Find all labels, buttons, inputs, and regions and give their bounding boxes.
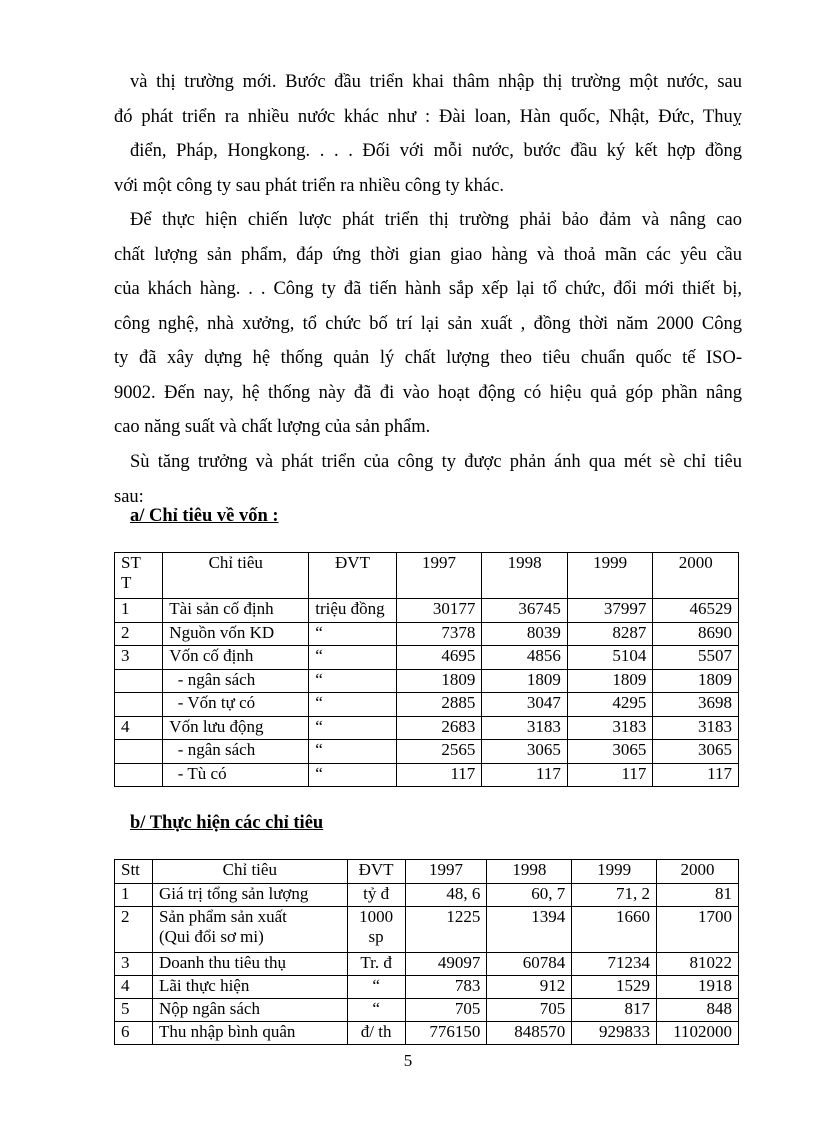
cell-1999: 929833 <box>572 1022 657 1045</box>
cell-stt: 1 <box>115 599 163 623</box>
cell-1998: 4856 <box>482 646 568 670</box>
cell-1997: 2885 <box>396 693 482 717</box>
cell-1998: 1394 <box>487 907 572 953</box>
cell-indicator: Nguồn vốn KD <box>163 622 309 646</box>
performance-table <box>114 859 739 1045</box>
cell-1999: 1660 <box>572 907 657 953</box>
text-line: ty đã xây dựng hệ thống quản lý chất lượng theo tiêu chuẩn quốc tế ISO- <box>114 348 742 368</box>
cell-1999: 71, 2 <box>572 884 657 907</box>
cell-stt <box>115 693 163 717</box>
table-row <box>115 622 739 646</box>
cell-1997: 117 <box>396 763 482 787</box>
cell-indicator: Nộp ngân sách <box>152 999 347 1022</box>
cell-1999: 71234 <box>572 953 657 976</box>
table-row <box>115 740 739 764</box>
text-line: và thị trường mới. Bước đầu triển khai thâm nhập thị trường một nước, sau <box>130 72 742 92</box>
text-line: Sù tăng trưởng và phát triển của công ty được phản ánh qua mét sè chỉ tiêu <box>130 452 742 472</box>
cell-stt: 3 <box>115 953 153 976</box>
cell-stt <box>115 763 163 787</box>
paragraph-2 <box>114 203 742 445</box>
cell-unit: tỷ đ <box>347 884 405 907</box>
cell-2000: 1809 <box>653 669 739 693</box>
cell-1998: 60784 <box>487 953 572 976</box>
cell-2000: 46529 <box>653 599 739 623</box>
col-header-1999: 1999 <box>572 860 657 884</box>
table-row <box>115 976 739 999</box>
text-line: 9002. Đến nay, hệ thống này đã đi vào hoạt động có hiệu quả góp phần nâng <box>114 382 742 403</box>
cell-stt: 2 <box>115 622 163 646</box>
cell-2000: 1918 <box>657 976 739 999</box>
cell-indicator: Tài sản cố định <box>163 599 309 623</box>
cell-2000: 3065 <box>653 740 739 764</box>
cell-1997: 2565 <box>396 740 482 764</box>
col-header-stt: Stt <box>115 860 153 884</box>
cell-1999: 37997 <box>567 599 653 623</box>
cell-1997: 2683 <box>396 716 482 740</box>
text-line: của khách hàng. . . Công ty đã tiến hành sắp xếp lại tổ chức, đổi mới thiết bị, <box>114 279 742 299</box>
cell-unit: “ <box>347 976 405 999</box>
cell-1998: 3065 <box>482 740 568 764</box>
text-line: Để thực hiện chiến lược phát triển thị trường phải bảo đảm và nâng cao <box>130 210 742 230</box>
cell-1999: 1809 <box>567 669 653 693</box>
section-b-heading: b/ Thực hiện các chỉ tiêu <box>130 813 324 833</box>
col-header-indicator: Chỉ tiêu <box>152 860 347 884</box>
cell-1999: 5104 <box>567 646 653 670</box>
table-row <box>115 999 739 1022</box>
table-row <box>115 907 739 953</box>
text-line: với một công ty sau phát triển ra nhiều công ty khác. <box>114 175 504 196</box>
cell-1998: 117 <box>482 763 568 787</box>
cell-1999: 4295 <box>567 693 653 717</box>
cell-indicator: Sản phẩm sản xuất (Qui đổi sơ mi) <box>152 907 347 953</box>
paragraph-1 <box>114 65 742 203</box>
col-header-2000: 2000 <box>657 860 739 884</box>
cell-1997: 30177 <box>396 599 482 623</box>
cell-indicator: Lãi thực hiện <box>152 976 347 999</box>
cell-unit: “ <box>309 646 397 670</box>
cell-unit: Tr. đ <box>347 953 405 976</box>
cell-1999: 3065 <box>567 740 653 764</box>
cell-indicator: Thu nhập bình quân <box>152 1022 347 1045</box>
col-header-1999: 1999 <box>567 553 653 599</box>
cell-2000: 848 <box>657 999 739 1022</box>
cell-1999: 3183 <box>567 716 653 740</box>
paragraph-3 <box>114 445 742 514</box>
table-row <box>115 669 739 693</box>
cell-1999: 1529 <box>572 976 657 999</box>
cell-1998: 1809 <box>482 669 568 693</box>
cell-1998: 60, 7 <box>487 884 572 907</box>
cell-2000: 5507 <box>653 646 739 670</box>
col-header-indicator: Chỉ tiêu <box>163 553 309 599</box>
cell-2000: 3698 <box>653 693 739 717</box>
cell-2000: 1700 <box>657 907 739 953</box>
cell-unit: triệu đồng <box>309 599 397 623</box>
table-header-row <box>115 860 739 884</box>
text-line: chất lượng sản phẩm, đáp ứng thời gian giao hàng và thoả mãn các yêu cầu <box>114 244 742 265</box>
text-line: công nghệ, nhà xưởng, tổ chức bố trí lại sản xuất , đồng thời năm 2000 Công <box>114 313 742 334</box>
cell-1997: 48, 6 <box>405 884 487 907</box>
cell-unit: “ <box>309 740 397 764</box>
cell-1999: 8287 <box>567 622 653 646</box>
col-header-stt: ST T <box>115 553 163 599</box>
cell-indicator: Vốn cố định <box>163 646 309 670</box>
cell-1997: 776150 <box>405 1022 487 1045</box>
cell-stt: 6 <box>115 1022 153 1045</box>
cell-2000: 81022 <box>657 953 739 976</box>
table-row <box>115 599 739 623</box>
cell-stt: 2 <box>115 907 153 953</box>
cell-1997: 705 <box>405 999 487 1022</box>
table-row <box>115 716 739 740</box>
table-row <box>115 693 739 717</box>
cell-2000: 1102000 <box>657 1022 739 1045</box>
col-header-1997: 1997 <box>396 553 482 599</box>
cell-2000: 117 <box>653 763 739 787</box>
cell-1999: 117 <box>567 763 653 787</box>
table-header-row <box>115 553 739 599</box>
capital-table <box>114 552 739 787</box>
col-header-1997: 1997 <box>405 860 487 884</box>
section-a-heading: a/ Chỉ tiêu về vốn : <box>130 506 279 526</box>
cell-stt: 4 <box>115 716 163 740</box>
cell-indicator: Vốn lưu động <box>163 716 309 740</box>
cell-1998: 3183 <box>482 716 568 740</box>
cell-unit: “ <box>309 693 397 717</box>
cell-unit: “ <box>347 999 405 1022</box>
text-line: cao năng suất và chất lượng của sản phẩm. <box>114 417 431 437</box>
cell-unit: “ <box>309 622 397 646</box>
cell-1997: 7378 <box>396 622 482 646</box>
cell-1998: 912 <box>487 976 572 999</box>
text-line: đó phát triển ra nhiều nước khác như : Đài loan, Hàn quốc, Nhật, Đức, Thuỵ <box>114 106 742 127</box>
cell-indicator: - ngân sách <box>163 740 309 764</box>
cell-2000: 81 <box>657 884 739 907</box>
cell-1997: 4695 <box>396 646 482 670</box>
cell-stt <box>115 669 163 693</box>
page-number: 5 <box>403 1051 413 1070</box>
cell-1997: 49097 <box>405 953 487 976</box>
col-header-1998: 1998 <box>482 553 568 599</box>
cell-stt <box>115 740 163 764</box>
cell-stt: 3 <box>115 646 163 670</box>
table-row <box>115 646 739 670</box>
table-row <box>115 953 739 976</box>
cell-indicator: Doanh thu tiêu thụ <box>152 953 347 976</box>
cell-1999: 817 <box>572 999 657 1022</box>
cell-1997: 1809 <box>396 669 482 693</box>
cell-2000: 3183 <box>653 716 739 740</box>
cell-2000: 8690 <box>653 622 739 646</box>
col-header-1998: 1998 <box>487 860 572 884</box>
cell-1998: 3047 <box>482 693 568 717</box>
table-row <box>115 884 739 907</box>
table-row <box>115 763 739 787</box>
cell-1998: 36745 <box>482 599 568 623</box>
cell-unit: “ <box>309 716 397 740</box>
col-header-2000: 2000 <box>653 553 739 599</box>
cell-indicator: - Vốn tự có <box>163 693 309 717</box>
cell-1998: 848570 <box>487 1022 572 1045</box>
cell-1997: 783 <box>405 976 487 999</box>
cell-1998: 705 <box>487 999 572 1022</box>
cell-unit: “ <box>309 669 397 693</box>
cell-indicator: - ngân sách <box>163 669 309 693</box>
cell-stt: 1 <box>115 884 153 907</box>
cell-indicator: Giá trị tổng sản lượng <box>152 884 347 907</box>
cell-1998: 8039 <box>482 622 568 646</box>
text-line: sau: <box>114 486 144 507</box>
cell-unit: 1000 sp <box>347 907 405 953</box>
cell-stt: 4 <box>115 976 153 999</box>
text-line: điển, Pháp, Hongkong. . . . Đối với mỗi nước, bước đầu ký kết hợp đồng <box>130 141 742 161</box>
cell-unit: đ/ th <box>347 1022 405 1045</box>
cell-indicator: - Tù có <box>163 763 309 787</box>
table-row <box>115 1022 739 1045</box>
col-header-unit: ĐVT <box>309 553 397 599</box>
cell-stt: 5 <box>115 999 153 1022</box>
cell-1997: 1225 <box>405 907 487 953</box>
cell-unit: “ <box>309 763 397 787</box>
col-header-unit: ĐVT <box>347 860 405 884</box>
